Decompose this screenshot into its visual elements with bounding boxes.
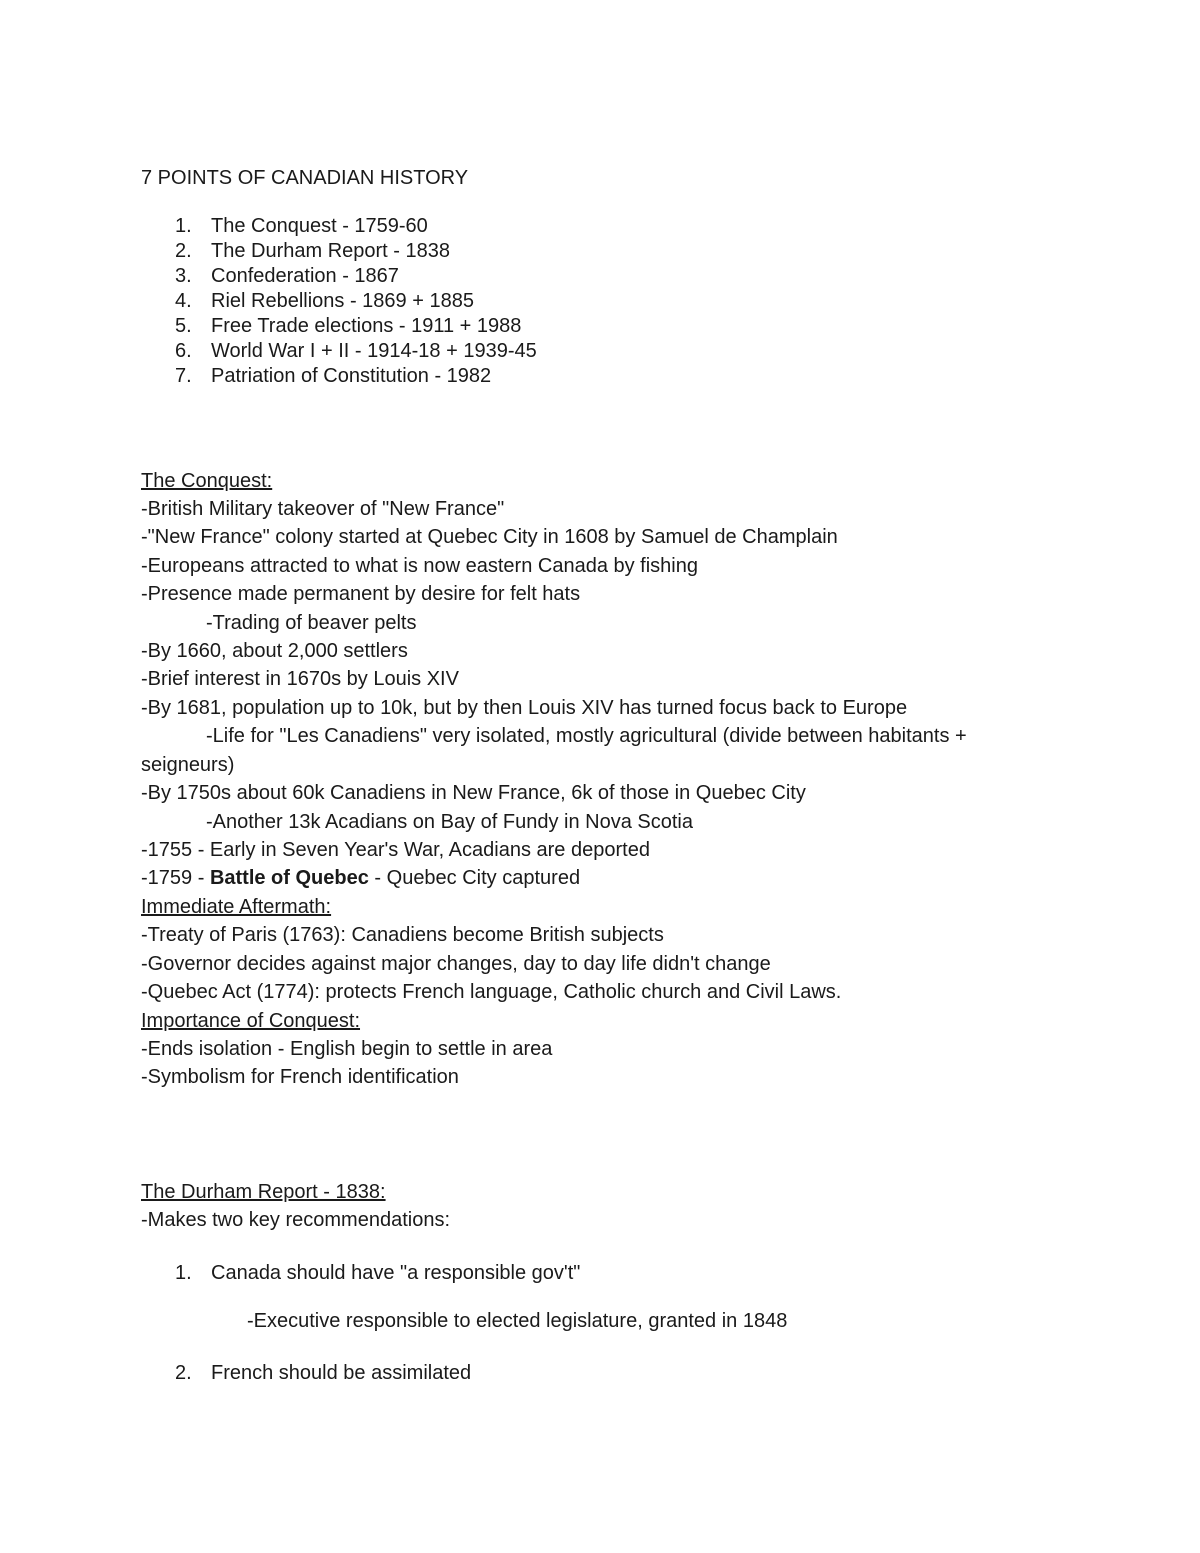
list-item-number: 5. (175, 315, 192, 337)
note-line: -By 1681, population up to 10k, but by then Louis XIV has turned focus back to Europe (141, 697, 908, 719)
battle-suffix: - Quebec City captured (368, 867, 581, 889)
battle-line (141, 866, 580, 890)
note-subline: -Another 13k Acadians on Bay of Fundy in Nova Scotia (206, 811, 693, 833)
list-item: The Durham Report - 1838 (211, 240, 451, 262)
list-item-number: 1. (175, 215, 192, 237)
list-item-number: 2. (175, 240, 192, 262)
note-line: -Europeans attracted to what is now eastern Canada by fishing (141, 555, 698, 577)
note-subline: -Executive responsible to elected legislature, granted in 1848 (247, 1310, 788, 1332)
note-line: -By 1660, about 2,000 settlers (141, 640, 408, 662)
note-line: -Quebec Act (1774): protects French language, Catholic church and Civil Laws. (141, 981, 842, 1003)
note-line: -Symbolism for French identification (141, 1066, 459, 1088)
list-item: Patriation of Constitution - 1982 (211, 365, 492, 387)
subsection-heading: Immediate Aftermath: (141, 896, 332, 918)
list-item-number: 7. (175, 365, 192, 387)
note-line: -Presence made permanent by desire for felt hats (141, 583, 581, 605)
note-line-continuation: seigneurs) (141, 754, 235, 776)
section-heading: The Conquest: (141, 470, 273, 492)
note-line: -British Military takeover of "New France" (141, 498, 505, 520)
subsection-heading: Importance of Conquest: (141, 1010, 361, 1032)
list-item: Riel Rebellions - 1869 + 1885 (211, 290, 474, 312)
list-item-number: 2. (175, 1362, 192, 1384)
battle-prefix: -1759 - (141, 867, 210, 889)
note-line: -Ends isolation - English begin to settle in area (141, 1038, 553, 1060)
note-line: -Makes two key recommendations: (141, 1209, 451, 1231)
note-line: -Treaty of Paris (1763): Canadiens become British subjects (141, 924, 664, 946)
list-item-number: 3. (175, 265, 192, 287)
note-line: -Governor decides against major changes, day to day life didn't change (141, 953, 771, 975)
list-item: Free Trade elections - 1911 + 1988 (211, 315, 522, 337)
note-line: -1755 - Early in Seven Year's War, Acadians are deported (141, 839, 650, 861)
list-item-number: 1. (175, 1262, 192, 1284)
list-item: World War I + II - 1914-18 + 1939-45 (211, 340, 537, 362)
section-heading: The Durham Report - 1838: (141, 1181, 386, 1203)
document-title: 7 POINTS OF CANADIAN HISTORY (141, 167, 469, 189)
list-item: French should be assimilated (211, 1362, 472, 1384)
battle-name: Battle of Quebec (209, 867, 369, 889)
list-item-number: 4. (175, 290, 192, 312)
list-item-number: 6. (175, 340, 192, 362)
note-subline: -Life for "Les Canadiens" very isolated, mostly agricultural (divide between habitants + (206, 725, 967, 747)
list-item: The Conquest - 1759-60 (211, 215, 428, 237)
list-item: Canada should have "a responsible gov't" (211, 1262, 581, 1284)
note-subline: -Trading of beaver pelts (206, 612, 417, 634)
note-line: -By 1750s about 60k Canadiens in New France, 6k of those in Quebec City (141, 782, 806, 804)
list-item: Confederation - 1867 (211, 265, 399, 287)
note-line: -Brief interest in 1670s by Louis XIV (141, 668, 459, 690)
note-line: -"New France" colony started at Quebec City in 1608 by Samuel de Champlain (141, 526, 838, 548)
